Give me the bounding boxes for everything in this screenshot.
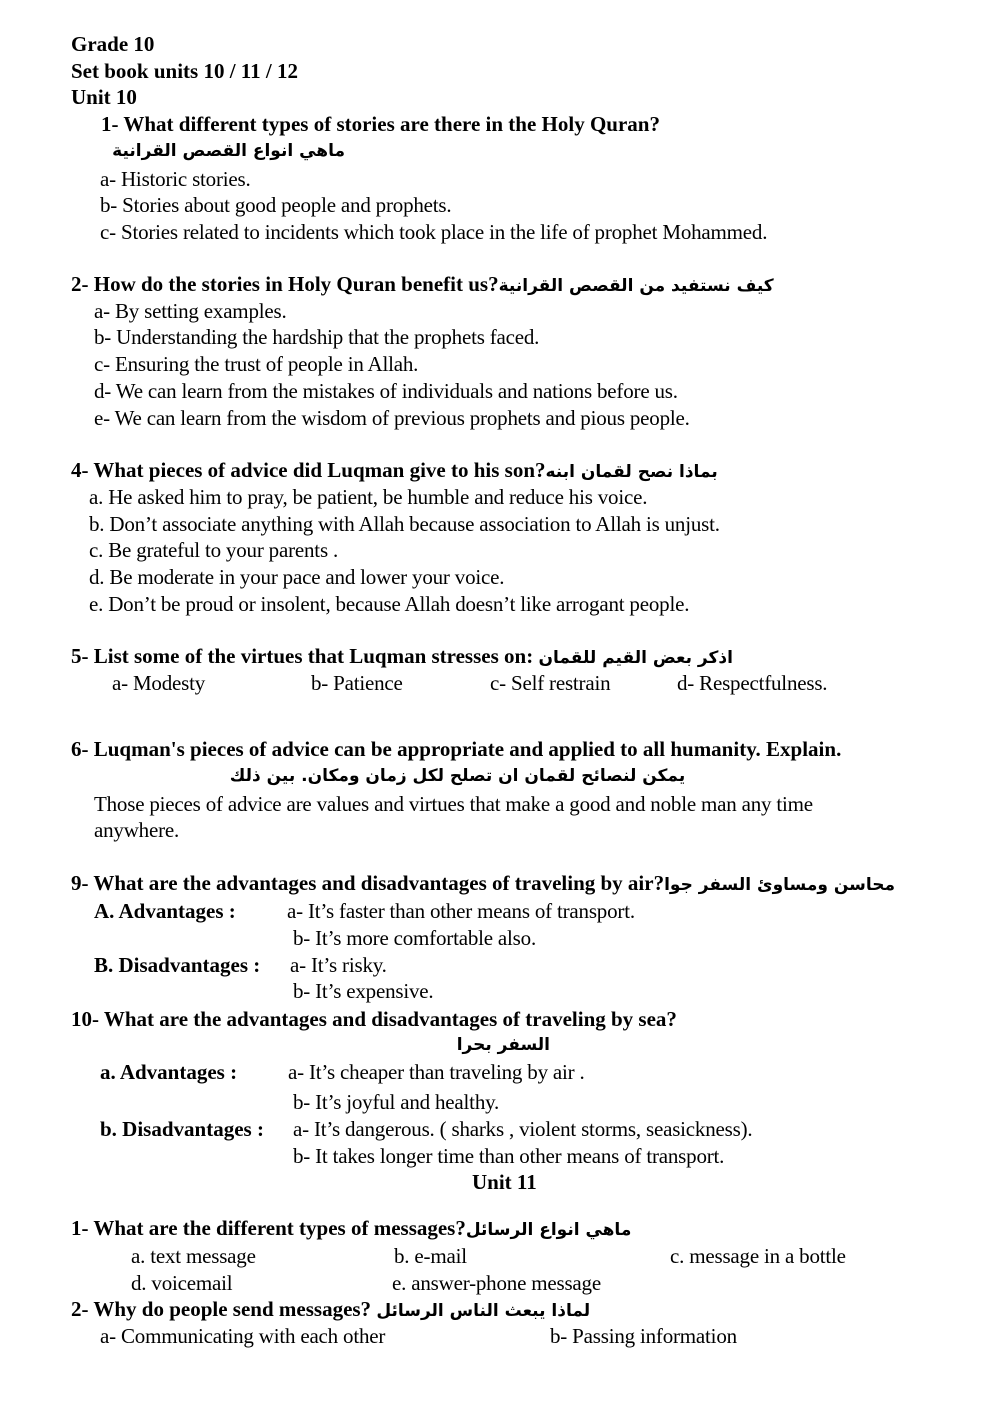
u11-q2-question: 2- Why do people send messages? bbox=[71, 1297, 372, 1321]
unit-11-heading: Unit 11 bbox=[472, 1170, 537, 1194]
u10-q10-advantage-a: a- It’s cheaper than traveling by air . bbox=[288, 1060, 585, 1084]
u10-q9-advantage-a: a- It’s faster than other means of transport. bbox=[287, 899, 635, 923]
u10-q1-answer-a: a- Historic stories. bbox=[100, 167, 251, 191]
u10-q5-answer-a: a- Modesty bbox=[112, 671, 206, 695]
u11-q2-arabic: لماذا يبعث الناس الرسائل bbox=[376, 1301, 591, 1321]
u10-q9-advantage-b: b- It’s more comfortable also. bbox=[293, 926, 537, 950]
u11-q1-question-line bbox=[71, 1215, 631, 1243]
u11-q1-answer-d: d. voicemail bbox=[131, 1271, 233, 1295]
u10-q4-arabic: بماذا نصح لقمان ابنه bbox=[545, 462, 718, 482]
u10-q1-answer-b: b- Stories about good people and prophets. bbox=[100, 193, 452, 217]
u10-q5-answer-b: b- Patience bbox=[311, 671, 403, 695]
u10-q6-answer-line1: Those pieces of advice are values and virtues that make a good and noble man any time bbox=[94, 792, 813, 816]
u10-q1-answer-c: c- Stories related to incidents which took place in the life of prophet Mohammed. bbox=[100, 220, 768, 244]
u10-q2-answer-e: e- We can learn from the wisdom of previous prophets and pious people. bbox=[94, 406, 690, 430]
u11-q1-answer-a: a. text message bbox=[131, 1244, 256, 1268]
u11-q1-answer-e: e. answer-phone message bbox=[392, 1271, 601, 1295]
u10-q2-arabic: كيف نستفيد من القصص القرانية bbox=[498, 276, 774, 296]
u10-q2-answer-d: d- We can learn from the mistakes of individuals and nations before us. bbox=[94, 379, 678, 403]
u10-q10-disadvantage-a: a- It’s dangerous. ( sharks , violent storms, seasickness). bbox=[293, 1117, 753, 1141]
unit-10-heading: Unit 10 bbox=[71, 85, 137, 109]
u10-q5-question-line bbox=[71, 643, 733, 671]
u11-q1-question: 1- What are the different types of messages? bbox=[71, 1216, 466, 1240]
u10-q1-arabic: ماهي انواع القصص القرانية bbox=[112, 141, 345, 161]
u11-q1-arabic: ماهي انواع الرسائل bbox=[465, 1220, 632, 1240]
u10-q4-answer-e: e. Don’t be proud or insolent, because Allah doesn’t like arrogant people. bbox=[89, 592, 690, 616]
u10-q10-arabic: السفر بحرا bbox=[456, 1035, 550, 1055]
u10-q4-question: 4- What pieces of advice did Luqman give to his son? bbox=[71, 458, 546, 482]
u10-q6-answer-line2: anywhere. bbox=[94, 818, 180, 842]
u10-q10-advantage-b: b- It’s joyful and healthy. bbox=[293, 1090, 500, 1114]
u10-q4-answer-a: a. He asked him to pray, be patient, be humble and reduce his voice. bbox=[89, 485, 648, 509]
u10-q9-question: 9- What are the advantages and disadvantages of traveling by air? bbox=[71, 871, 665, 895]
u10-q2-question: 2- How do the stories in Holy Quran benefit us? bbox=[71, 272, 499, 296]
u10-q10-advantages-label: a. Advantages : bbox=[100, 1060, 238, 1084]
u10-q1-question: 1- What different types of stories are there in the Holy Quran? bbox=[101, 112, 660, 136]
u10-q9-question-line bbox=[71, 870, 895, 898]
u10-q5-question: 5- List some of the virtues that Luqman stresses on: bbox=[71, 644, 534, 668]
u10-q6-arabic: يمكن لنصائح لقمان ان تصلح لكل زمان ومكان. بين ذلك bbox=[229, 766, 686, 786]
grade-heading: Grade 10 bbox=[71, 32, 155, 56]
u10-q6-question: 6- Luqman's pieces of advice can be appropriate and applied to all humanity. Explain. bbox=[71, 737, 842, 761]
u10-q9-disadvantage-b: b- It’s expensive. bbox=[293, 979, 434, 1003]
u10-q10-disadvantages-label: b. Disadvantages : bbox=[100, 1117, 264, 1141]
u10-q4-answer-b: b. Don’t associate anything with Allah because association to Allah is unjust. bbox=[89, 512, 720, 536]
u10-q2-answer-a: a- By setting examples. bbox=[94, 299, 287, 323]
u11-q2-answer-a: a- Communicating with each other bbox=[100, 1324, 386, 1348]
u10-q9-disadvantage-a: a- It’s risky. bbox=[290, 953, 387, 977]
u10-q9-arabic: محاسن ومساوئ السفر جوا bbox=[664, 875, 896, 895]
u10-q4-question-line bbox=[71, 457, 718, 485]
u10-q2-answer-b: b- Understanding the hardship that the prophets faced. bbox=[94, 325, 540, 349]
u10-q5-arabic: اذكر بعض القيم للقمان bbox=[538, 648, 733, 668]
u11-q1-answer-b: b. e-mail bbox=[394, 1244, 467, 1268]
set-book-heading: Set book units 10 / 11 / 12 bbox=[71, 59, 298, 83]
u10-q9-advantages-label: A. Advantages : bbox=[94, 899, 236, 923]
u10-q2-question-line bbox=[71, 271, 774, 299]
u10-q4-answer-c: c. Be grateful to your parents . bbox=[89, 538, 339, 562]
u10-q9-disadvantages-label: B. Disadvantages : bbox=[94, 953, 261, 977]
u11-q2-question-line bbox=[71, 1296, 590, 1324]
u11-q2-answer-b: b- Passing information bbox=[550, 1324, 737, 1348]
u11-q1-answer-c: c. message in a bottle bbox=[670, 1244, 846, 1268]
u10-q10-disadvantage-b: b- It takes longer time than other means of transport. bbox=[293, 1144, 725, 1168]
u10-q4-answer-d: d. Be moderate in your pace and lower your voice. bbox=[89, 565, 505, 589]
u10-q10-question: 10- What are the advantages and disadvantages of traveling by sea? bbox=[71, 1007, 677, 1031]
u10-q5-answer-d: d- Respectfulness. bbox=[677, 671, 828, 695]
u10-q5-answer-c: c- Self restrain bbox=[490, 671, 611, 695]
u10-q2-answer-c: c- Ensuring the trust of people in Allah. bbox=[94, 352, 419, 376]
